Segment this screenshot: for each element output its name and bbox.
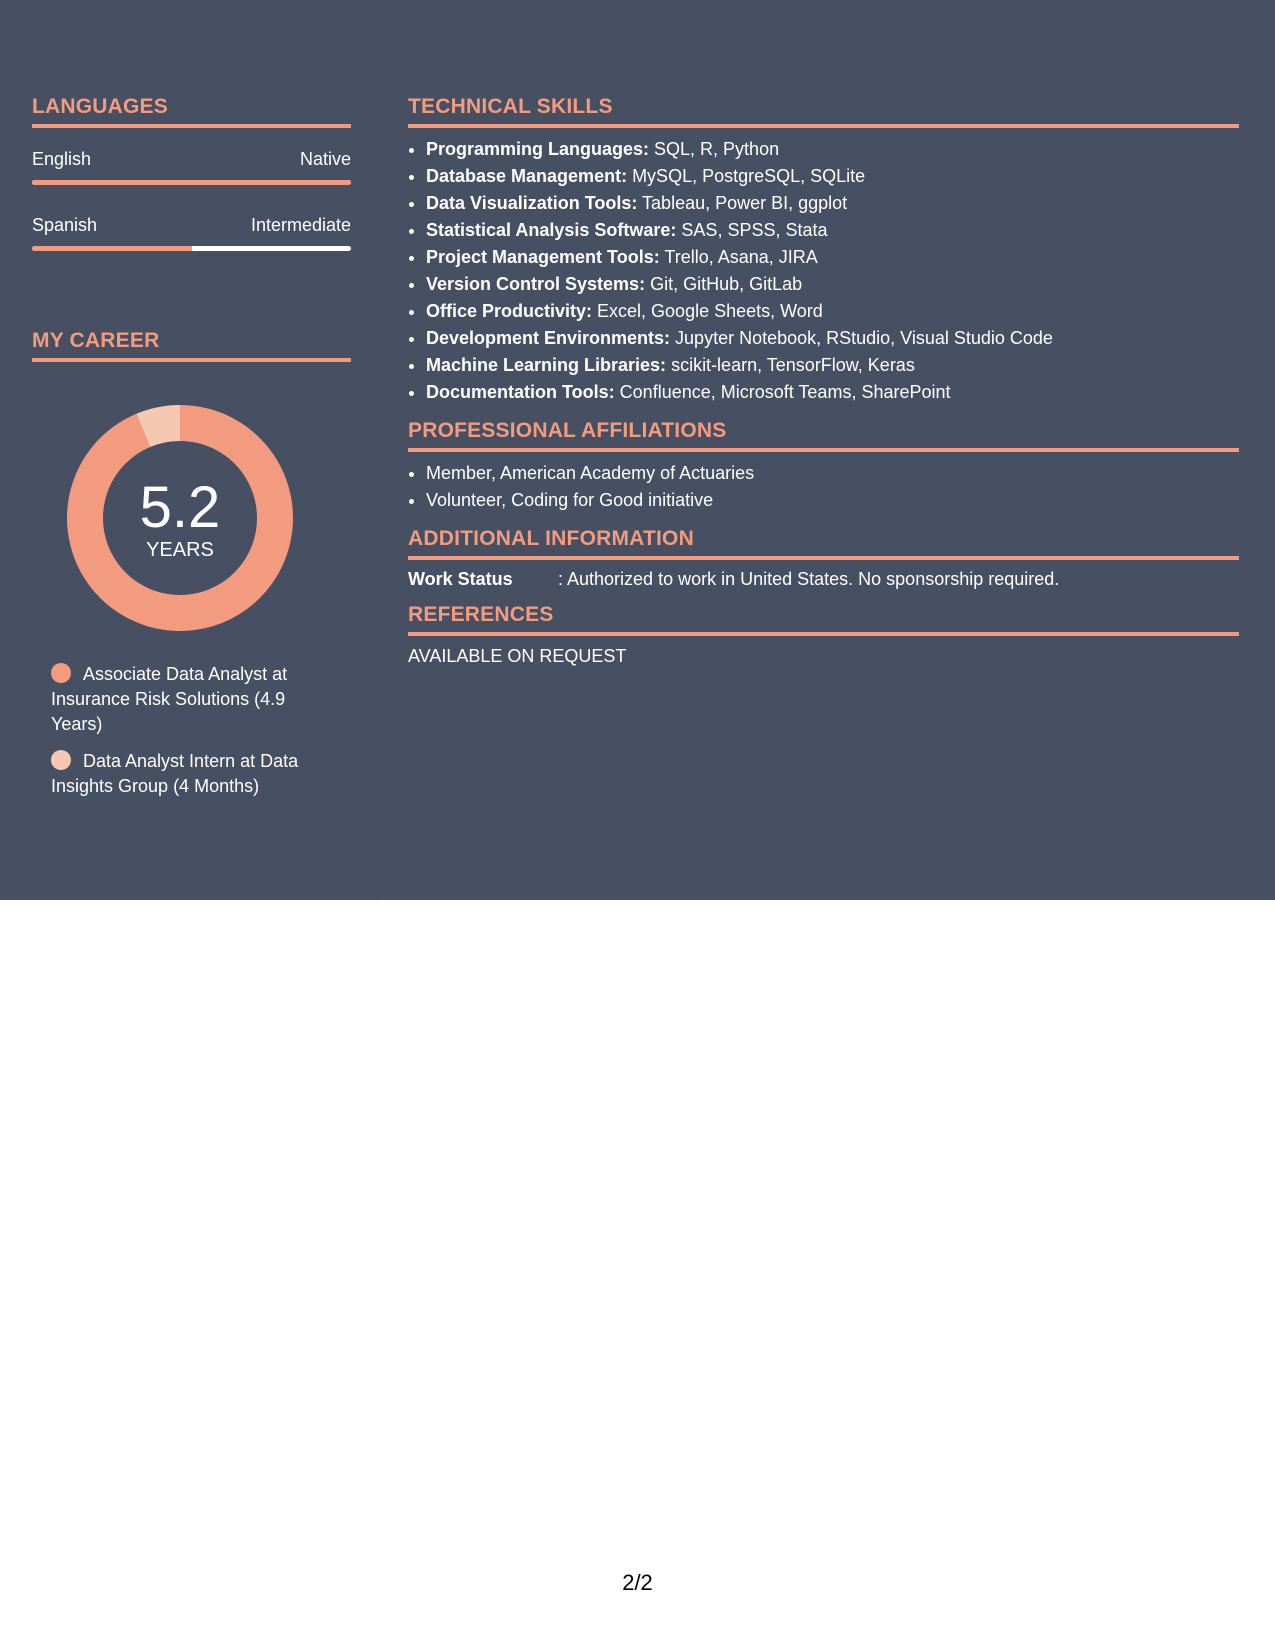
technical-skills-title: TECHNICAL SKILLS bbox=[408, 95, 1239, 128]
skill-value: SQL, R, Python bbox=[649, 139, 780, 159]
affiliation-item: • Member, American Academy of Actuaries bbox=[426, 460, 1239, 487]
skill-item bbox=[426, 298, 1239, 325]
career-donut-chart bbox=[66, 404, 294, 632]
skill-value: Jupyter Notebook, RStudio, Visual Studio Code bbox=[670, 328, 1053, 348]
career-role-label: Data Analyst Intern at Data Insights Group (4 Months) bbox=[51, 751, 299, 796]
skill-label: Office Productivity: bbox=[426, 301, 593, 321]
language-level: Native bbox=[299, 149, 351, 169]
additional-info-section bbox=[408, 527, 1239, 590]
legend-dot-icon bbox=[51, 750, 71, 770]
affiliations-title: PROFESSIONAL AFFILIATIONS bbox=[408, 419, 1239, 452]
legend-dot-icon bbox=[51, 663, 71, 683]
career-section bbox=[32, 329, 351, 799]
skill-value: Excel, Google Sheets, Word bbox=[592, 301, 823, 321]
languages-section bbox=[32, 95, 351, 251]
skill-item bbox=[426, 190, 1239, 217]
left-column bbox=[32, 95, 351, 811]
language-item-spanish bbox=[32, 215, 351, 251]
skill-label: Project Management Tools: bbox=[426, 247, 660, 267]
affiliations-list bbox=[408, 460, 1239, 514]
skill-value: Git, GitHub, GitLab bbox=[645, 274, 803, 294]
career-legend-item bbox=[51, 662, 321, 737]
page-number: 2/2 bbox=[622, 1570, 653, 1595]
skill-value: Trello, Asana, JIRA bbox=[659, 247, 818, 267]
skill-label: Programming Languages: bbox=[426, 139, 650, 159]
career-donut-center bbox=[66, 404, 294, 632]
language-proficiency-bar bbox=[32, 246, 351, 251]
skill-item bbox=[426, 163, 1239, 190]
additional-info-title: ADDITIONAL INFORMATION bbox=[408, 527, 1239, 560]
right-column bbox=[408, 95, 1239, 667]
skill-item bbox=[426, 244, 1239, 271]
work-status-label: Work Status bbox=[408, 569, 513, 589]
skill-value: SAS, SPSS, Stata bbox=[676, 220, 828, 240]
skill-label: Machine Learning Libraries: bbox=[426, 355, 667, 375]
career-total-unit: YEARS bbox=[146, 538, 214, 561]
references-section bbox=[408, 603, 1239, 667]
language-name: English bbox=[32, 149, 92, 169]
skill-item bbox=[426, 379, 1239, 406]
skill-label: Development Environments: bbox=[426, 328, 671, 348]
language-level: Intermediate bbox=[250, 215, 351, 235]
skill-value: MySQL, PostgreSQL, SQLite bbox=[627, 166, 866, 186]
language-proficiency-bar bbox=[32, 180, 351, 185]
career-legend bbox=[32, 662, 351, 799]
career-legend-item bbox=[51, 749, 321, 799]
skill-value: scikit-learn, TensorFlow, Keras bbox=[666, 355, 915, 375]
references-text: AVAILABLE ON REQUEST bbox=[408, 646, 627, 666]
skill-value: Tableau, Power BI, ggplot bbox=[637, 193, 848, 213]
affiliation-item: • Volunteer, Coding for Good initiative bbox=[426, 487, 1239, 514]
references-title: REFERENCES bbox=[408, 603, 1239, 636]
career-role-label: Associate Data Analyst at Insurance Risk Solutions (4.9 Years) bbox=[51, 664, 288, 734]
technical-skills-section bbox=[408, 95, 1239, 406]
column-divider bbox=[382, 0, 383, 900]
career-title: MY CAREER bbox=[32, 329, 351, 362]
language-name: Spanish bbox=[32, 215, 98, 235]
technical-skills-list bbox=[408, 136, 1239, 406]
skill-label: Version Control Systems: bbox=[426, 274, 646, 294]
work-status-row bbox=[408, 569, 1239, 590]
skill-label: Database Management: bbox=[426, 166, 628, 186]
skill-item bbox=[426, 217, 1239, 244]
skill-value: Confluence, Microsoft Teams, SharePoint bbox=[614, 382, 951, 402]
language-proficiency-fill bbox=[32, 246, 192, 251]
career-total-value: 5.2 bbox=[139, 474, 221, 540]
skill-item bbox=[426, 271, 1239, 298]
languages-title: LANGUAGES bbox=[32, 95, 351, 128]
skill-item bbox=[426, 136, 1239, 163]
skill-label: Data Visualization Tools: bbox=[426, 193, 638, 213]
skill-item bbox=[426, 352, 1239, 379]
language-item-english bbox=[32, 149, 351, 185]
work-status-value: : Authorized to work in United States. No sponsorship required. bbox=[558, 569, 1060, 589]
affiliations-section bbox=[408, 419, 1239, 514]
skill-item bbox=[426, 325, 1239, 352]
language-proficiency-fill bbox=[32, 180, 351, 185]
skill-label: Statistical Analysis Software: bbox=[426, 220, 677, 240]
skill-label: Documentation Tools: bbox=[426, 382, 615, 402]
